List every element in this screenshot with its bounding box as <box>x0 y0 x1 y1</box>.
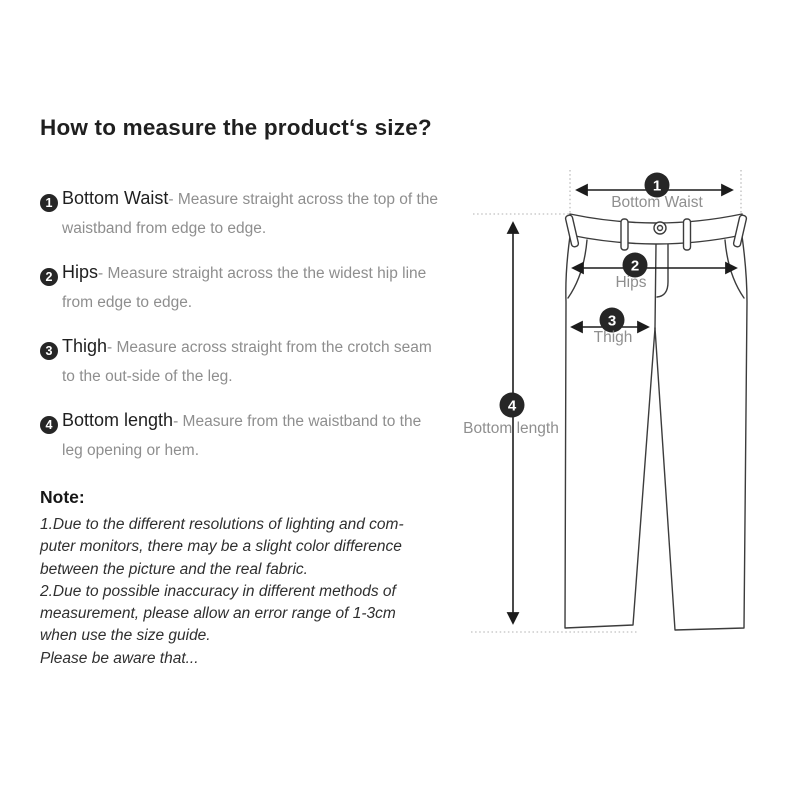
measurement-desc: - Measure from the waistband to the leg opening or hem. <box>62 413 422 459</box>
page-title: How to measure the product‘s size? <box>40 115 432 140</box>
note-line: measurement, please allow an error range of 1-3cm <box>40 605 396 623</box>
list-item-bottom-length <box>40 406 446 465</box>
note-line: 2.Due to possible inaccuracy in different methods of <box>40 582 396 600</box>
list-item-hips <box>40 258 446 317</box>
callout-number: 3 <box>607 312 617 330</box>
note-heading: Note: <box>40 487 85 507</box>
measurement-term: Bottom Waist <box>62 188 169 208</box>
list-item-thigh <box>40 332 446 391</box>
note-line: when use the size guide. <box>40 627 211 645</box>
note-line: Please be aware that... <box>40 649 199 667</box>
number-badge-icon: 2 <box>40 268 58 286</box>
center-front-seam <box>655 244 656 328</box>
number-badge-icon: 1 <box>40 194 58 212</box>
measurement-term: Thigh <box>62 336 108 356</box>
belt-loop-icon <box>621 219 628 250</box>
pants-outline <box>565 214 747 630</box>
list-item-bottom-waist <box>40 184 446 243</box>
measurement-desc: - Measure across straight from the crotch seam to the out-side of the leg. <box>62 339 432 385</box>
callout-label: Bottom Waist <box>611 194 703 211</box>
callout-bottom-waist <box>611 173 703 212</box>
measurement-term: Hips <box>62 262 99 282</box>
pants-measurement-diagram <box>460 160 790 660</box>
note-text <box>40 514 454 670</box>
right-pocket-seam <box>725 240 744 298</box>
measurement-desc: - Measure straight across the the widest hip line from edge to edge. <box>62 265 427 311</box>
callout-number: 4 <box>507 397 517 415</box>
note-line: puter monitors, there may be a slight color difference <box>40 538 402 556</box>
callout-number: 2 <box>630 257 640 275</box>
right-leg-outline <box>655 236 747 630</box>
measurement-term: Bottom length <box>62 410 174 430</box>
callout-number: 1 <box>652 177 662 195</box>
note-line: between the picture and the real fabric. <box>40 560 308 578</box>
note-line: 1.Due to the different resolutions of lighting and com- <box>40 516 404 533</box>
callout-label: Hips <box>615 274 647 291</box>
measurement-list <box>40 184 446 480</box>
left-leg-outline <box>565 236 655 628</box>
belt-loop-icon <box>684 219 691 250</box>
measurement-desc: - Measure straight across the top of the waistband from edge to edge. <box>62 191 439 237</box>
button-icon <box>654 222 666 234</box>
number-badge-icon: 3 <box>40 342 58 360</box>
callout-label: Bottom length <box>463 420 559 437</box>
callout-bottom-length <box>463 393 559 438</box>
callout-hips <box>615 253 647 292</box>
callout-label: Thigh <box>593 329 633 346</box>
number-badge-icon: 4 <box>40 416 58 434</box>
left-pocket-seam <box>568 240 587 298</box>
